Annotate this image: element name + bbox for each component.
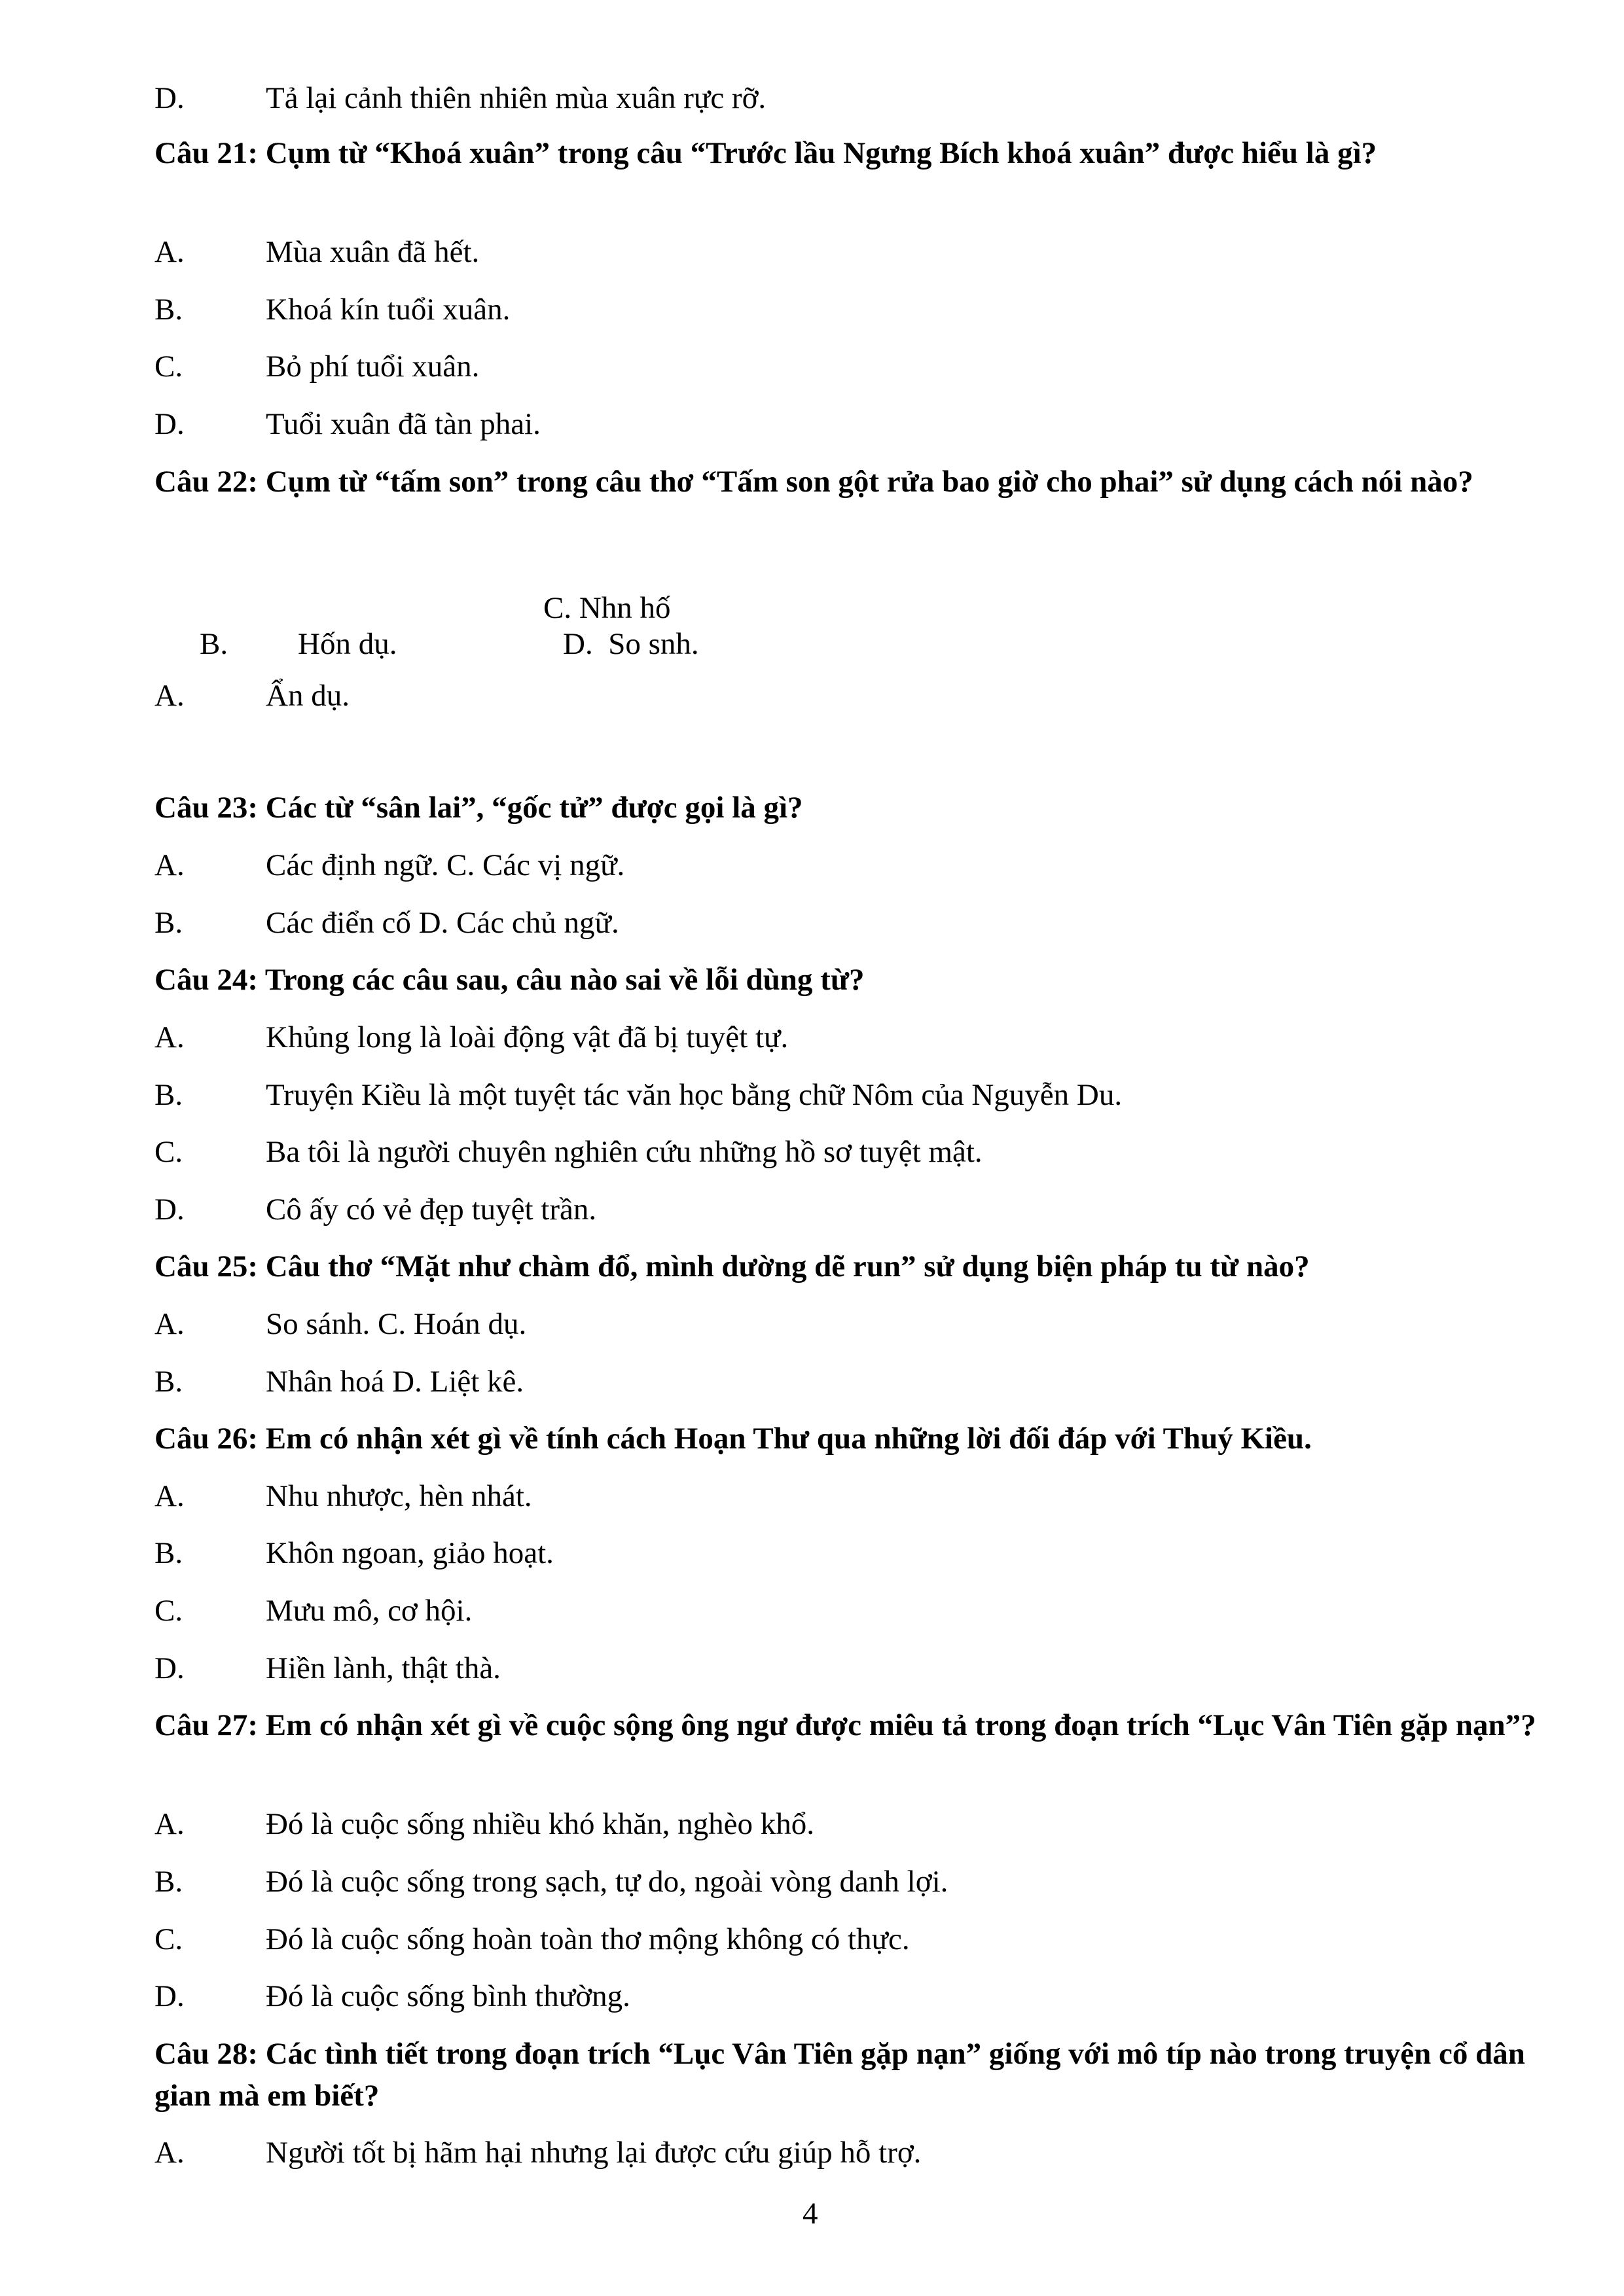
question-28: Câu 28: Các tình tiết trong đoạn trích “Lục Vân Tiên gặp nạn” giống với mô típ nào trong truyện cổ dân gian mà em biết? [154, 2037, 1525, 2113]
option-text: Đó là cuộc sống bình thường. [266, 1979, 630, 2013]
q23-option-a [154, 844, 624, 886]
option-letter: A. [154, 679, 185, 713]
q24-option-a [154, 1016, 788, 1058]
option-letter: C. [154, 350, 183, 384]
q22-option-d [563, 623, 699, 665]
q21-option-a [154, 231, 479, 273]
option-text: Nhn hố [579, 591, 671, 625]
option-text: Hiền lành, thật thà. [266, 1651, 501, 1685]
q26-option-a [154, 1475, 532, 1517]
option-text: Các định ngữ. C. Các vị ngữ. [266, 848, 625, 882]
q21-option-c [154, 346, 479, 387]
option-letter: D. [154, 1651, 185, 1685]
option-text: Khủng long là loài động vật đã bị tuyệt tự. [266, 1020, 789, 1054]
question-23: Câu 23: Các từ “sân lai”, “gốc tử” được gọi là gì? [154, 791, 803, 825]
q25-option-b [154, 1361, 524, 1403]
option-letter: A. [154, 848, 185, 882]
q28-option-a [154, 2132, 921, 2174]
option-letter: A. [154, 235, 185, 269]
option-letter: B. [154, 1536, 183, 1570]
q21-option-b [154, 289, 510, 331]
q22-option-b [200, 623, 228, 665]
q24-option-c [154, 1131, 983, 1173]
option-letter: C. [543, 591, 572, 625]
option-letter: B. [154, 906, 183, 940]
option-text: Truyện Kiều là một tuyệt tác văn học bằng chữ Nôm của Nguyễn Du. [266, 1078, 1123, 1112]
option-text: Các điển cố D. Các chủ ngữ. [266, 906, 619, 940]
option-text: Nhu nhược, hèn nhát. [266, 1479, 532, 1513]
q21-option-d [154, 403, 541, 445]
option-letter: D. [563, 627, 593, 661]
option-letter: C. [154, 1594, 183, 1628]
option-letter: A. [154, 1807, 185, 1841]
q27-option-a [154, 1803, 814, 1845]
option-text: Nhân hoá D. Liệt kê. [266, 1365, 524, 1399]
option-letter: A. [154, 1307, 185, 1341]
q24-option-b [154, 1074, 1122, 1116]
option-letter: C. [154, 1135, 183, 1169]
question-27: Câu 27: Em có nhận xét gì về cuộc sộng ông ngư được miêu tả trong đoạn trích “Lục Vân Tiên gặp nạn”? [154, 1708, 1536, 1742]
option-text: Bỏ phí tuổi xuân. [266, 350, 480, 384]
option-d [154, 77, 766, 119]
option-text: Ba tôi là người chuyên nghiên cứu những hồ sơ tuyệt mật. [266, 1135, 983, 1169]
option-letter: A. [154, 2136, 185, 2170]
question-26: Câu 26: Em có nhận xét gì về tính cách Hoạn Thư qua những lời đối đáp với Thuý Kiều. [154, 1422, 1312, 1456]
option-letter: A. [154, 1479, 185, 1513]
q26-option-b [154, 1532, 554, 1574]
option-text: Đó là cuộc sống hoàn toàn thơ mộng không có thực. [266, 1922, 910, 1956]
option-text: Đó là cuộc sống trong sạch, tự do, ngoài vòng danh lợi. [266, 1865, 948, 1899]
option-letter: C. [154, 1922, 183, 1956]
q22-option-a [154, 675, 350, 717]
option-text: Cô ấy có vẻ đẹp tuyệt trần. [266, 1193, 597, 1227]
option-letter: B. [154, 1365, 183, 1399]
q26-option-c [154, 1590, 472, 1632]
question-25: Câu 25: Câu thơ “Mặt như chàm đổ, mình dường dẽ run” sử dụng biện pháp tu từ nào? [154, 1249, 1310, 1283]
option-text: Đó là cuộc sống nhiều khó khăn, nghèo khổ. [266, 1807, 815, 1841]
option-letter: D. [154, 407, 185, 441]
option-text: Tả lại cảnh thiên nhiên mùa xuân rực rỡ. [266, 81, 767, 115]
option-text: Ẩn dụ. [266, 679, 350, 713]
q27-option-b [154, 1861, 948, 1903]
q26-option-d [154, 1647, 501, 1689]
option-text: Khôn ngoan, giảo hoạt. [266, 1536, 554, 1570]
option-text: So snh. [608, 627, 699, 661]
q23-option-b [154, 902, 619, 944]
option-text: Người tốt bị hãm hại nhưng lại được cứu giúp hỗ trợ. [266, 2136, 922, 2170]
q24-option-d [154, 1189, 596, 1230]
option-letter: D. [154, 1193, 185, 1227]
question-21: Câu 21: Cụm từ “Khoá xuân” trong câu “Trước lầu Ngưng Bích khoá xuân” được hiểu là gì? [154, 136, 1377, 170]
question-22: Câu 22: Cụm từ “tấm son” trong câu thơ “Tấm son gột rửa bao giờ cho phai” sử dụng cách nói nào? [154, 465, 1473, 499]
option-letter: B. [154, 1865, 183, 1899]
option-letter: D. [154, 1979, 185, 2013]
q27-option-d [154, 1975, 630, 2017]
page-number: 4 [803, 2197, 818, 2231]
question-24: Câu 24: Trong các câu sau, câu nào sai về lỗi dùng từ? [154, 963, 865, 997]
option-letter: A. [154, 1020, 185, 1054]
option-letter: B. [154, 293, 183, 327]
q27-option-c [154, 1918, 910, 1960]
option-letter: D. [154, 81, 185, 115]
option-letter: B. [154, 1078, 183, 1112]
option-text: Mưu mô, cơ hội. [266, 1594, 473, 1628]
option-text: Khoá kín tuổi xuân. [266, 293, 511, 327]
option-text: So sánh. C. Hoán dụ. [266, 1307, 527, 1341]
q25-option-a [154, 1303, 526, 1345]
option-letter: B. [200, 627, 228, 661]
option-text: Mùa xuân đã hết. [266, 235, 480, 269]
q22-option-b-text: Hốn dụ. [298, 627, 397, 661]
option-text: Tuổi xuân đã tàn phai. [266, 407, 541, 441]
